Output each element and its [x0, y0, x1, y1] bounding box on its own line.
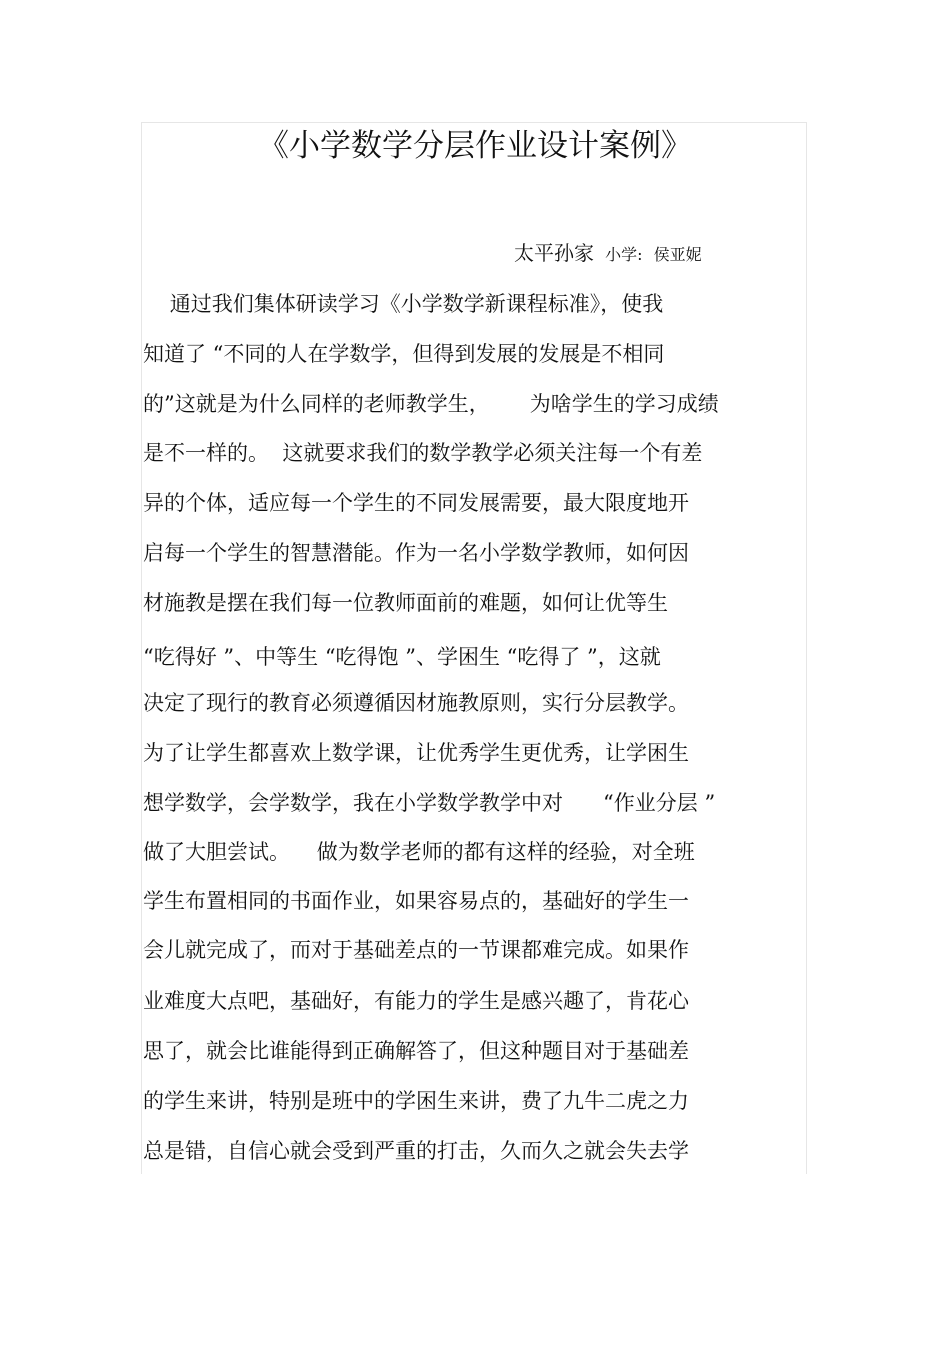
- body-line: 会儿就完成了，而对于基础差点的一节课都难完成。如果作: [143, 938, 689, 962]
- body-line: 知道了 “不同的人在学数学，但得到发展的发展是不相同: [143, 342, 665, 366]
- body-line: 的”这就是为什么同样的老师教学生， 为啥学生的学习成绩: [143, 392, 719, 416]
- byline-label: 小学:: [605, 245, 643, 264]
- body-line: 为了让学生都喜欢上数学课，让优秀学生更优秀，让学困生: [143, 741, 689, 765]
- body-line: “吃得好 ”、中等生 “吃得饱 ”、学困生 “吃得了 ”，这就: [143, 645, 661, 669]
- document-title: 《小学数学分层作业设计案例》: [258, 128, 692, 164]
- body-line: 的学生来讲，特别是班中的学困生来讲，费了九牛二虎之力: [143, 1089, 689, 1113]
- body-line: 思了，就会比谁能得到正确解答了，但这种题目对于基础差: [143, 1039, 689, 1063]
- body-line: 启每一个学生的智慧潜能。作为一名小学数学教师，如何因: [143, 541, 689, 565]
- byline-author: 侯亚妮: [653, 245, 702, 264]
- body-line: 是不一样的。 这就要求我们的数学教学必须关注每一个有差: [143, 441, 703, 465]
- body-line: 想学数学，会学数学，我在小学数学教学中对 “作业分层 ”: [143, 791, 716, 815]
- body-line: 总是错，自信心就会受到严重的打击，久而久之就会失去学: [143, 1139, 689, 1163]
- body-line: 决定了现行的教育必须遵循因材施教原则，实行分层教学。: [143, 691, 689, 715]
- body-line: 材施教是摆在我们每一位教师面前的难题，如何让优等生: [143, 591, 668, 615]
- body-line: 异的个体，适应每一个学生的不同发展需要，最大限度地开: [143, 491, 689, 515]
- body-line: 学生布置相同的书面作业，如果容易点的，基础好的学生一: [143, 889, 689, 913]
- author-byline: [514, 240, 702, 268]
- body-line: 通过我们集体研读学习《小学数学新课程标准》，使我: [143, 292, 664, 316]
- body-line: 业难度大点吧，基础好，有能力的学生是感兴趣了，肯花心: [143, 989, 689, 1013]
- byline-school: 太平孙家: [514, 241, 594, 265]
- body-line: 做了大胆尝试。 做为数学老师的都有这样的经验，对全班: [143, 840, 695, 864]
